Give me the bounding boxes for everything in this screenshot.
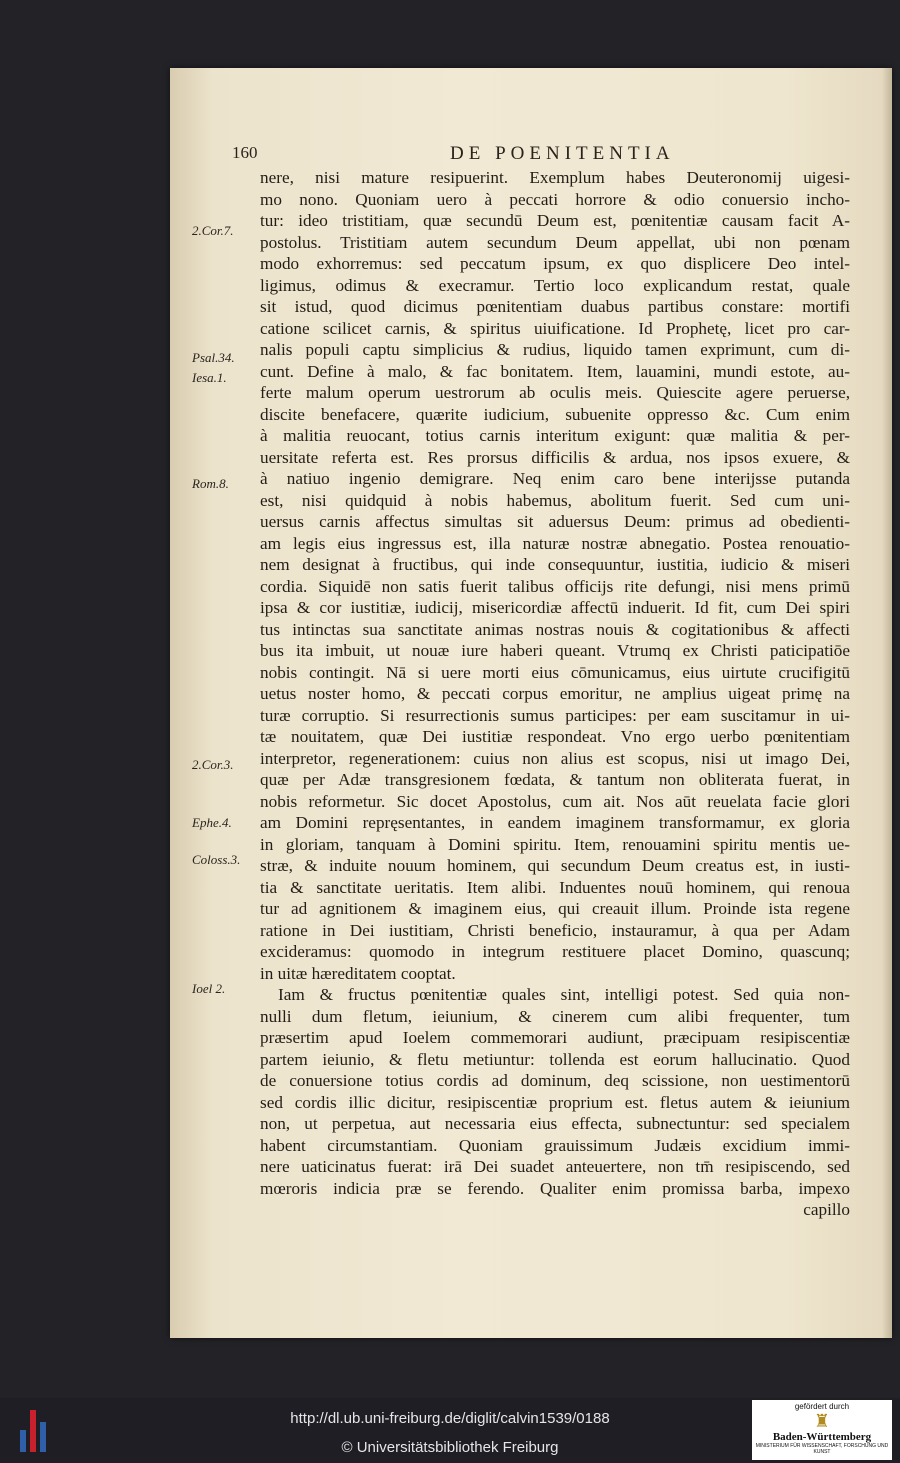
sponsor-logo [752,1400,892,1460]
text-line: excideramus: quomodo in integrum restituere placet Domino, quascunq; [260,942,850,961]
text-line: est, nisi quidquid à nobis habemus, abolitum fuerit. Sed cum uni- [260,490,850,510]
text-line: sit istud, quod dicimus pœnitentiam duabus partibus constare: mortifi [260,297,850,316]
text-line: nobis contingit. Nā si uere morti eius cōmunicamus, eius uirtute crucifigitū [260,662,850,682]
text-line: à malitia reuocant, totius carnis interitum exigunt: quæ malitia & per- [260,426,850,445]
copyright-notice: © Universitätsbibliothek Freiburg [341,1439,559,1456]
ministry-name: MINISTERIUM FÜR WISSENSCHAFT, FORSCHUNG UND KUNST [755,1443,889,1455]
text-line: partem ieiunio, & fletu metiuntur: tollenda est eorum hallucinatio. Quod [260,1049,850,1069]
text-line: non, ut perpetua, aut necessaria eius effecta, subnectuntur: sed specialem [260,1114,850,1133]
margin-note: Ioel 2. [192,981,226,996]
margin-note: Iesa.1. [192,370,227,385]
text-line: uetus noster homo, & peccati corpus emoritur, ne amplius uigeat primę na [260,684,850,703]
text-line: tus intinctas sua sanctitate animas nostras nouis & cogitationibus & affecti [260,619,850,639]
book-page [170,68,892,1338]
page-number: 160 [232,143,258,162]
text-line: nere uaticinatus fuerat: irā Dei suadet anteuertere, non tm̄ resipiscendo, sed [260,1157,850,1176]
margin-note: 2.Cor.7. [192,223,234,238]
state-crest-icon: ♜ [813,1411,831,1431]
text-line: nem designat à fructibus, qui inde consequuntur, iustitia, iudicio & miseri [260,555,850,574]
text-line: postolus. Tristitiam autem secundum Deum appellat, ubi non pœnam [260,232,850,252]
body-text [260,167,850,1221]
text-line: de conuersione totius cordis ad dominum, deq scissione, non uestimentorū [260,1071,850,1090]
text-line: am Domini repręsentantes, in eandem imaginem transformamur, ex gloria [260,813,850,832]
text-line: Iam & fructus pœnitentiæ quales sint, intelligi potest. Sed quia non- [278,985,850,1004]
text-line: catione scilicet carnis, & spiritus uiuificatione. Id Prophetę, licet pro car- [260,318,850,338]
text-line: cordia. Siquidē non satis fuerit talibus officijs rite defungi, nisi mens primū [260,576,850,596]
text-line: mœroris indicia præ se ferendo. Qualiter enim promissa barba, impexo [260,1178,850,1198]
text-line: in gloriam, tanquam à Domini spiritu. Item, renouamini spiritu mentis ue- [260,834,850,854]
text-line: uersus carnis affectus simultas sit aduersus Deum: primus ad obedienti- [260,512,850,531]
text-line: ligimus, odimus & execramur. Tertio loco explicandum restat, quale [260,275,850,295]
text-line: cunt. Define à malo, & fac bonitatem. Item, lauamini, mundi estote, au- [260,361,850,381]
text-line: ipsa & cor iustitiæ, iudicij, misericordiæ affectū induerit. Id fit, cum Dei spiri [260,598,850,617]
margin-note: Rom.8. [192,476,229,491]
text-line: discite benefacere, quærite iudicium, subuenite oppresso &c. Cum enim [260,404,850,424]
text-line: ratione in Dei iustitiam, Christi beneficio, instauramur, à qua per Adam [260,920,850,940]
text-line: turæ corruptio. Si resurrectionis sumus participes: per eam suscitamur in ui- [260,705,850,725]
text-line: nere, nisi mature resipuerint. Exemplum habes Deuteronomij uigesi- [260,168,850,187]
text-line: interpretor, regenerationem: cuius non alius est scopus, nisi ut imago Dei, [260,748,850,768]
margin-note: Psal.34. [192,350,235,365]
permalink-url[interactable]: http://dl.ub.uni-freiburg.de/diglit/calvin1539/0188 [290,1410,610,1427]
margin-note: Coloss.3. [192,852,241,867]
margin-note: Ephe.4. [192,815,232,830]
text-line: modo exhorremus: sed peccatum ipsum, ex quo displicere Deo intel- [260,254,850,273]
text-line: in uitæ hæreditatem cooptat. [260,963,456,983]
text-line: capillo [803,1200,850,1219]
text-line: nulli dum fletum, ieiunium, & cinerem cum alibi frequenter, tum [260,1006,850,1026]
text-line: tur: ideo tristitiam, quæ secundū Deum est, pœnitentiæ causam facit A- [260,211,850,230]
text-line: uersitate referta est. Res prorsus difficilis & ardua, nos ipsos exuere, & [260,447,850,467]
text-line: tia & sanctitate ueritatis. Item alibi. Induentes nouū hominem, qui renoua [260,877,850,897]
text-line: tæ nouitatem, quæ Dei iustitiæ respondeat. Vno ergo uerbo pœnitentiam [260,727,850,746]
text-line: sed cordis illic dicitur, resipiscentiæ proprium est. fletus autem & ieiunium [260,1092,850,1112]
text-line: nalis populi captu simplicius & rudius, liquido tamen exprimunt, cum di- [260,340,850,359]
text-line: am legis eius ingressus est, illa naturæ nostræ abnegatio. Postea renouatio- [260,533,850,553]
running-title: DE POENITENTIA [450,143,675,164]
text-line: ferte malum operum uestrorum ab oculis meis. Quiescite agere peruerse, [260,383,850,402]
text-line: præsertim apud Ioelem commemorari audiunt, præcipuam resipiscentiæ [260,1028,850,1047]
text-line: stræ, & induite nouum hominem, qui secundum Deum creatus est, in iusti- [260,856,850,875]
text-line: tur ad agnitionem & imaginem eius, qui creauit illum. Proinde ista regene [260,899,850,918]
text-line: quæ per Adæ transgresionem fœdata, & tantum non obliterata fuerat, in [260,770,850,789]
text-line: nobis reformetur. Sic docet Apostolus, cum ait. Nos aūt reuelata facie glori [260,791,850,811]
funded-by-label: gefördert durch [794,1402,850,1411]
text-line: habent circumstantiam. Quoniam grauissimum Judæis excidium immi- [260,1135,850,1155]
text-line: bus ita imbuit, ut nouæ iure haberi queant. Vtrumq ex Christi paticipatiōe [260,641,850,660]
margin-note: 2.Cor.3. [192,757,234,772]
text-line: mo nono. Quoniam uero à peccati horrore & odio conuersio incho- [260,189,850,209]
text-line: à natiuo ingenio demigrare. Neq enim caro bene interijsse putanda [260,469,850,488]
state-name: Baden-Württemberg [772,1431,872,1443]
viewer-footer [0,1398,900,1463]
